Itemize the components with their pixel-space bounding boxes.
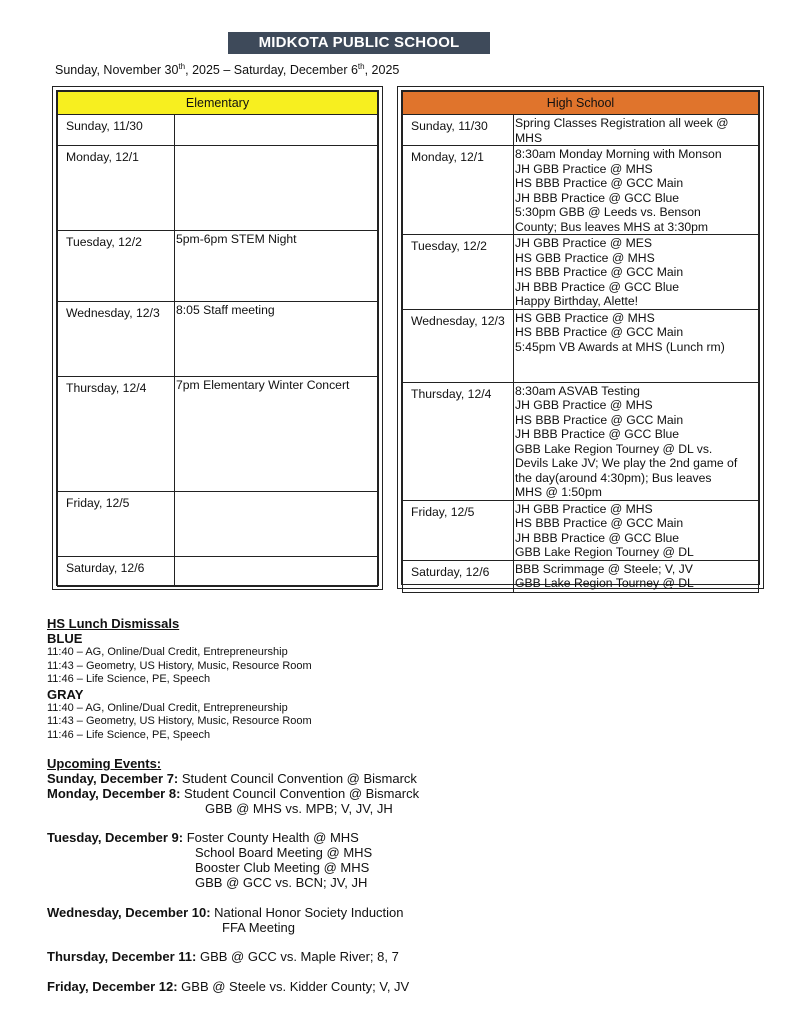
events-cell bbox=[514, 115, 759, 146]
lunch-line: 11:43 – Geometry, US History, Music, Resource Room bbox=[47, 715, 312, 728]
page-title: MIDKOTA PUBLIC SCHOOL bbox=[228, 32, 490, 54]
event-line: MHS @ 1:50pm bbox=[515, 485, 602, 499]
schedule-row bbox=[58, 492, 378, 557]
events-cell bbox=[514, 146, 759, 235]
event-line: 5pm-6pm STEM Night bbox=[176, 232, 297, 246]
upcoming-day-label: Wednesday, December 10: bbox=[47, 905, 211, 920]
day-cell: Sunday, 11/30 bbox=[58, 115, 175, 146]
upcoming-events bbox=[47, 756, 161, 771]
upcoming-event: FFA Meeting bbox=[222, 920, 295, 935]
upcoming-day-3 bbox=[47, 905, 404, 935]
events-cell bbox=[175, 557, 378, 587]
upcoming-event: National Honor Society Induction bbox=[214, 905, 404, 920]
lunch-group-name: GRAY bbox=[47, 686, 84, 702]
upcoming-day-label: Sunday, December 7: bbox=[47, 771, 179, 786]
lunch-line: 11:43 – Geometry, US History, Music, Resource Room bbox=[47, 659, 312, 672]
lunch-group-name: BLUE bbox=[47, 631, 83, 646]
upcoming-day-1 bbox=[47, 786, 419, 816]
upcoming-event: School Board Meeting @ MHS bbox=[195, 845, 373, 860]
event-line: JH GBB Practice @ MHS bbox=[515, 398, 653, 412]
event-line: GBB Lake Region Tourney @ DL vs. bbox=[515, 441, 713, 456]
schedule-row bbox=[58, 146, 378, 231]
event-line: 8:30am Monday Morning with Monson bbox=[515, 147, 722, 161]
day-cell: Saturday, 12/6 bbox=[58, 557, 175, 587]
day-cell: Thursday, 12/4 bbox=[403, 382, 514, 500]
event-line: the day(around 4:30pm); Bus leaves bbox=[515, 470, 712, 485]
day-cell: Monday, 12/1 bbox=[403, 146, 514, 235]
event-line: HS BBB Practice @ GCC Main bbox=[515, 412, 684, 427]
day-cell: Wednesday, 12/3 bbox=[58, 302, 175, 377]
lunch-line: 11:46 – Life Science, PE, Speech bbox=[47, 728, 211, 741]
lunch-line: 11:40 – AG, Online/Dual Credit, Entrepreneurship bbox=[47, 701, 288, 714]
events-cell bbox=[175, 302, 378, 377]
upcoming-event: Student Council Convention @ Bismarck bbox=[184, 786, 420, 801]
event-line: HS BBB Practice @ GCC Main bbox=[515, 176, 684, 190]
event-line: HS GBB Practice @ MHS bbox=[515, 310, 655, 325]
schedule-row bbox=[403, 382, 759, 500]
event-line: HS BBB Practice @ GCC Main bbox=[515, 325, 684, 339]
upcoming-day-4 bbox=[47, 949, 399, 964]
lunch-title: HS Lunch Dismissals bbox=[47, 616, 180, 631]
event-line: BBB Scrimmage @ Steele; V, JV bbox=[515, 561, 693, 576]
event-line: HS BBB Practice @ GCC Main bbox=[515, 516, 684, 530]
day-cell: Thursday, 12/4 bbox=[58, 377, 175, 492]
event-line: GBB Lake Region Tourney @ DL bbox=[515, 545, 694, 559]
event-line: 8:05 Staff meeting bbox=[176, 303, 275, 317]
schedule-row bbox=[403, 146, 759, 235]
events-cell bbox=[175, 146, 378, 231]
day-cell: Saturday, 12/6 bbox=[403, 560, 514, 592]
lunch-dismissals bbox=[47, 616, 312, 743]
upcoming-event: Booster Club Meeting @ MHS bbox=[195, 860, 370, 875]
events-cell bbox=[514, 235, 759, 310]
schedule-row bbox=[403, 309, 759, 382]
event-line: HS BBB Practice @ GCC Main bbox=[515, 265, 684, 279]
schedule-row bbox=[58, 557, 378, 587]
schedule-row bbox=[58, 231, 378, 302]
high-school-table bbox=[402, 91, 759, 593]
event-line: JH GBB Practice @ MES bbox=[515, 236, 652, 250]
upcoming-title: Upcoming Events: bbox=[47, 756, 162, 771]
events-cell bbox=[175, 492, 378, 557]
upcoming-day-label: Monday, December 8: bbox=[47, 786, 181, 801]
upcoming-event: GBB @ Steele vs. Kidder County; V, JV bbox=[181, 979, 410, 994]
day-cell: Tuesday, 12/2 bbox=[58, 231, 175, 302]
upcoming-event: GBB @ GCC vs. BCN; JV, JH bbox=[195, 875, 368, 890]
upcoming-event: Student Council Convention @ Bismarck bbox=[181, 771, 417, 786]
upcoming-event: GBB @ MHS vs. MPB; V, JV, JH bbox=[205, 801, 393, 816]
day-cell: Wednesday, 12/3 bbox=[403, 309, 514, 382]
event-line: 7pm Elementary Winter Concert bbox=[176, 378, 350, 392]
high-school-heading: High School bbox=[403, 92, 759, 115]
day-cell: Monday, 12/1 bbox=[58, 146, 175, 231]
events-cell bbox=[175, 231, 378, 302]
elementary-heading: Elementary bbox=[58, 92, 378, 115]
event-line: JH GBB Practice @ MHS bbox=[515, 501, 653, 516]
event-line: JH BBB Practice @ GCC Blue bbox=[515, 427, 680, 441]
event-line: JH BBB Practice @ GCC Blue bbox=[515, 530, 680, 545]
events-cell bbox=[514, 560, 759, 592]
day-cell: Friday, 12/5 bbox=[58, 492, 175, 557]
event-line: Devils Lake JV; We play the 2nd game of bbox=[515, 456, 738, 470]
day-cell: Friday, 12/5 bbox=[403, 500, 514, 560]
events-cell bbox=[514, 309, 759, 382]
event-line: JH GBB Practice @ MHS bbox=[515, 161, 653, 176]
elementary-table bbox=[57, 91, 378, 587]
upcoming-day-5 bbox=[47, 979, 409, 994]
lunch-group-blue bbox=[47, 631, 312, 687]
event-line: JH BBB Practice @ GCC Blue bbox=[515, 279, 680, 294]
event-line: 5:45pm VB Awards at MHS (Lunch rm) bbox=[515, 339, 725, 354]
events-cell bbox=[175, 377, 378, 492]
event-line: County; Bus leaves MHS at 3:30pm bbox=[515, 219, 709, 234]
event-line: Happy Birthday, Alette! bbox=[515, 294, 639, 308]
upcoming-day-label: Tuesday, December 9: bbox=[47, 830, 184, 845]
upcoming-day-label: Thursday, December 11: bbox=[47, 949, 197, 964]
high-school-panel bbox=[397, 86, 764, 589]
lunch-group-gray bbox=[47, 687, 312, 743]
day-cell: Sunday, 11/30 bbox=[403, 115, 514, 146]
events-cell bbox=[514, 382, 759, 500]
events-cell bbox=[175, 115, 378, 146]
event-line: MHS bbox=[515, 130, 543, 145]
upcoming-day-2 bbox=[47, 830, 372, 890]
events-cell bbox=[514, 500, 759, 560]
upcoming-day-label: Friday, December 12: bbox=[47, 979, 178, 994]
event-line: JH BBB Practice @ GCC Blue bbox=[515, 190, 680, 205]
event-line: HS GBB Practice @ MHS bbox=[515, 250, 655, 265]
schedule-row bbox=[403, 115, 759, 146]
schedule-row bbox=[58, 115, 378, 146]
event-line: GBB Lake Region Tourney @ DL bbox=[515, 576, 694, 590]
schedule-row bbox=[403, 235, 759, 310]
event-line: 5:30pm GBB @ Leeds vs. Benson bbox=[515, 205, 701, 219]
schedule-row bbox=[58, 302, 378, 377]
upcoming-event: GBB @ GCC vs. Maple River; 8, 7 bbox=[199, 949, 399, 964]
day-cell: Tuesday, 12/2 bbox=[403, 235, 514, 310]
elementary-panel bbox=[52, 86, 383, 590]
lunch-line: 11:46 – Life Science, PE, Speech bbox=[47, 673, 211, 686]
schedule-row bbox=[403, 500, 759, 560]
schedule-row bbox=[403, 560, 759, 592]
upcoming-day-0 bbox=[47, 771, 417, 786]
schedule-row bbox=[58, 377, 378, 492]
date-range: Sunday, November 30th, 2025 – Saturday, December 6th, 2025 bbox=[55, 62, 400, 78]
lunch-line: 11:40 – AG, Online/Dual Credit, Entrepreneurship bbox=[47, 646, 288, 658]
event-line: Spring Classes Registration all week @ bbox=[515, 116, 729, 130]
event-line: 8:30am ASVAB Testing bbox=[515, 383, 640, 398]
upcoming-event: Foster County Health @ MHS bbox=[186, 830, 359, 845]
